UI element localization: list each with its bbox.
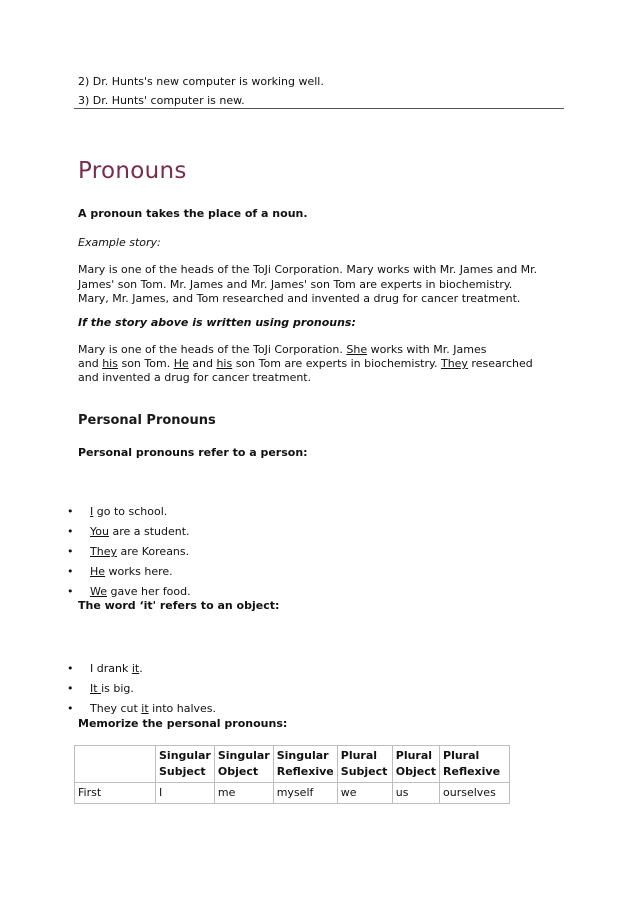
pronoun-his: his: [216, 357, 233, 370]
rewritten-line-3: and invented a drug for cancer treatment.: [78, 371, 312, 384]
table-header-cell: Singular Subject: [156, 746, 215, 783]
rewritten-line-1: Mary is one of the heads of the ToJi Corporation. She works with Mr. James: [78, 343, 487, 356]
story-line-2: James' son Tom. Mr. James and Mr. James' son Tom are experts in biochemistry.: [78, 278, 513, 291]
table-header-cell: Singular Object: [214, 746, 273, 783]
pronoun-table: [74, 745, 510, 804]
memorize-label: Memorize the personal pronouns:: [78, 717, 288, 730]
numbered-line-2: 2) Dr. Hunts's new computer is working well.: [78, 75, 324, 88]
bullet-icon: •: [67, 662, 74, 675]
table-header-cell: Plural Reflexive: [440, 746, 510, 783]
bullet-icon: •: [67, 525, 74, 538]
pronoun-intro: If the story above is written using pronouns:: [78, 316, 356, 329]
list-item: They are Koreans.: [90, 545, 190, 558]
definition: A pronoun takes the place of a noun.: [78, 207, 308, 220]
list-item: I drank it.: [90, 662, 143, 675]
table-cell: myself: [273, 783, 337, 804]
story-line-1: Mary is one of the heads of the ToJi Corporation. Mary works with Mr. James and Mr.: [78, 263, 538, 276]
table-cell: First: [75, 783, 156, 804]
list-item: It is big.: [90, 682, 134, 695]
numbered-line-3: 3) Dr. Hunts' computer is new.: [78, 94, 245, 107]
table-header-cell: Plural Subject: [337, 746, 392, 783]
list-item: I go to school.: [90, 505, 168, 518]
table-cell: I: [156, 783, 215, 804]
table-header-cell: [75, 746, 156, 783]
table-cell: me: [214, 783, 273, 804]
personal-def: Personal pronouns refer to a person:: [78, 446, 308, 459]
table-header-cell: Singular Reflexive: [273, 746, 337, 783]
story-line-3: Mary, Mr. James, and Tom researched and invented a drug for cancer treatment.: [78, 292, 521, 305]
table-cell: ourselves: [440, 783, 510, 804]
list-item: We gave her food.: [90, 585, 191, 598]
horizontal-rule: [74, 108, 564, 109]
bullet-icon: •: [67, 585, 74, 598]
list-item: They cut it into halves.: [90, 702, 217, 715]
table-header-row: [75, 746, 510, 783]
example-label: Example story:: [78, 236, 161, 249]
pronoun-she: She: [346, 343, 368, 356]
table-cell: we: [337, 783, 392, 804]
list-item: He works here.: [90, 565, 173, 578]
rewritten-line-2: and his son Tom. He and his son Tom are experts in biochemistry. They researched: [78, 357, 533, 370]
table-header-cell: Plural Object: [392, 746, 439, 783]
bullet-icon: •: [67, 565, 74, 578]
list-item: You are a student.: [90, 525, 190, 538]
bullet-icon: •: [67, 682, 74, 695]
pronoun-he: He: [173, 357, 189, 370]
table-row: [75, 783, 510, 804]
bullet-icon: •: [67, 545, 74, 558]
personal-pronouns-heading: Personal Pronouns: [78, 413, 216, 428]
it-def: The word ‘it' refers to an object:: [78, 599, 280, 612]
bullet-icon: •: [67, 505, 74, 518]
pronoun-they: They: [440, 357, 468, 370]
bullet-icon: •: [67, 702, 74, 715]
table-cell: us: [392, 783, 439, 804]
page-title: Pronouns: [78, 158, 187, 184]
pronoun-his: his: [102, 357, 118, 370]
